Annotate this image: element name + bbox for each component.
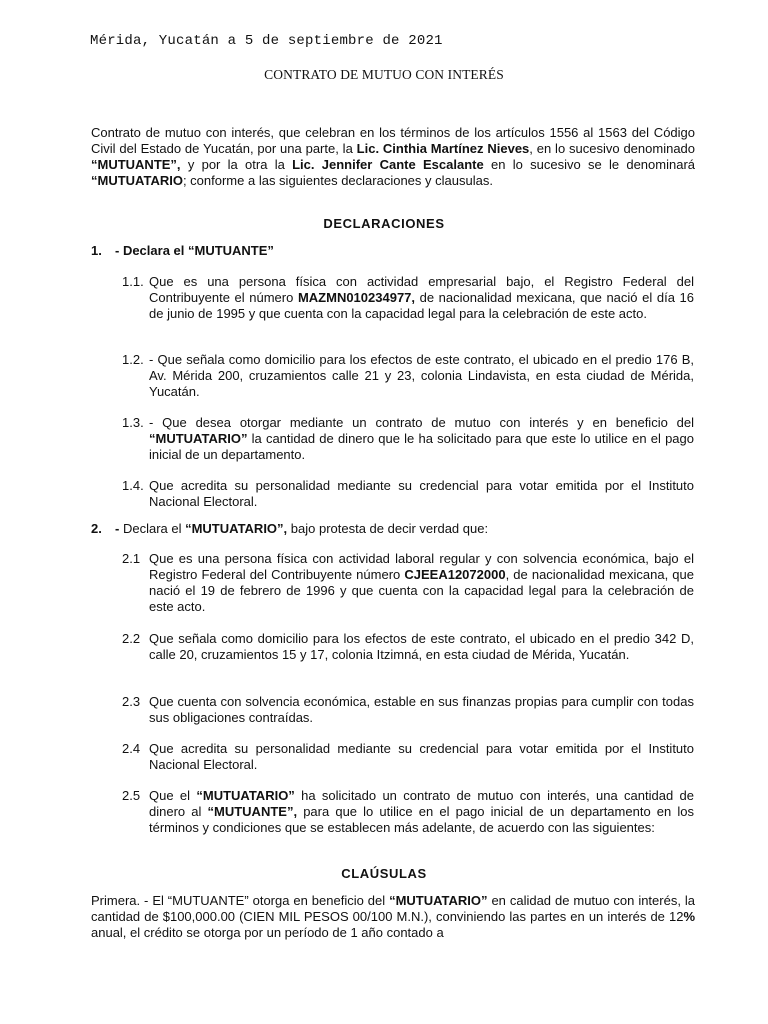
declaration-2-3: 2.3 Que cuenta con solvencia económica, estable en sus finanzas propias para cumplir con todas sus obligaciones contraídas.	[122, 694, 694, 725]
declaration-1-4: 1.4. Que acredita su personalidad mediante su credencial para votar emitida por el Instituto Nacional Electoral.	[122, 478, 694, 509]
declaraciones-heading: DECLARACIONES	[323, 216, 445, 231]
clausulas-heading: CLAÚSULAS	[341, 866, 427, 881]
item-number: 1.2.	[122, 352, 144, 367]
place-date: Mérida, Yucatán a 5 de septiembre de 2021	[90, 33, 443, 49]
item-number: 2.2	[122, 631, 141, 646]
item-number: 2.1	[122, 551, 141, 566]
clausula-primera: Primera. - El “MUTUANTE” otorga en beneficio del “MUTUATARIO” en calidad de mutuo con interés, la cantidad de $100,000.00 (CIEN MIL PESOS 00/100 M.N.), conviniendo las partes en un interés de 12% anual, el crédito se otorga por un período de 1 año contado a	[91, 893, 696, 940]
item-number: 1.3.	[122, 415, 144, 430]
item-number: 2.3	[122, 694, 141, 709]
declaration-1-3: 1.3. - Que desea otorgar mediante un contrato de mutuo con interés y en beneficio del “MUTUATARIO” la cantidad de dinero que le ha solicitado para que este lo utilice en el pago inicial de un departamento.	[122, 415, 694, 462]
borrower-name: Lic. Jennifer Cante Escalante	[292, 157, 484, 172]
lender-name: Lic. Cinthia Martínez Nieves	[356, 141, 530, 156]
declaration-2-4: 2.4 Que acredita su personalidad mediante su credencial para votar emitida por el Instituto Nacional Electoral.	[122, 741, 694, 772]
item-number: 1.4.	[122, 478, 144, 493]
declaration-2-2: 2.2 Que señala como domicilio para los efectos de este contrato, el ubicado en el predio 342 D, calle 20, cruzamientos 15 y 17, colonia Itzimná, en esta ciudad de Mérida, Yucatán.	[122, 631, 694, 662]
item-number: 2.5	[122, 788, 141, 803]
declaration-2-5: 2.5 Que el “MUTUATARIO” ha solicitado un contrato de mutuo con interés, una cantidad de dinero al “MUTUANTE”, para que lo utilice en el pago inicial de un departamento en los términos y condiciones que se establecen más adelante, de acuerdo con las siguientes:	[122, 788, 694, 835]
item-number: 2.4	[122, 741, 141, 756]
section-2-heading: 2. - Declara el “MUTUATARIO”, bajo protesta de decir verdad que:	[91, 521, 489, 536]
declaration-2-1: 2.1 Que es una persona física con actividad laboral regular y con solvencia económica, bajo el Registro Federal del Contribuyente número CJEEA12072000, de nacionalidad mexicana, que nació el 19 de febrero de 1996 y que cuenta con la capacidad legal para la celebración de este acto.	[122, 551, 694, 614]
declaration-1-2: 1.2. - Que señala como domicilio para los efectos de este contrato, el ubicado en el predio 176 B, Av. Mérida 200, cruzamientos calle 21 y 23, colonia Lindavista, en esta ciudad de Mérida, Yucatán.	[122, 352, 694, 399]
rfc-borrower: CJEEA12072000	[404, 567, 506, 582]
declaration-1-1: 1.1. Que es una persona física con actividad empresarial bajo, el Registro Federal del Contribuyente el número MAZMN010234977, de nacionalidad mexicana, que nació el día 16 de junio de 1995 y que cuenta con la capacidad legal para la celebración de este acto.	[122, 274, 694, 321]
item-number: 1.1.	[122, 274, 144, 289]
intro-paragraph: Contrato de mutuo con interés, que celebran en los términos de los artículos 1556 al 1563 del Código Civil del Estado de Yucatán, por una parte, la Lic. Cinthia Martínez Nieves, en lo sucesivo denominado “MUTUANTE”, y por la otra la Lic. Jennifer Cante Escalante en lo sucesivo se le denominará “MUTUATARIO; conforme a las siguientes declaraciones y clausulas.	[91, 125, 696, 188]
section-1-heading: 1. - Declara el “MUTUANTE”	[91, 243, 274, 258]
document-title: CONTRATO DE MUTUO CON INTERÉS	[264, 67, 504, 82]
borrower-role: “MUTUATARIO	[91, 173, 183, 188]
rfc-lender: MAZMN010234977,	[297, 290, 416, 305]
lender-role: “MUTUANTE”,	[91, 157, 181, 172]
